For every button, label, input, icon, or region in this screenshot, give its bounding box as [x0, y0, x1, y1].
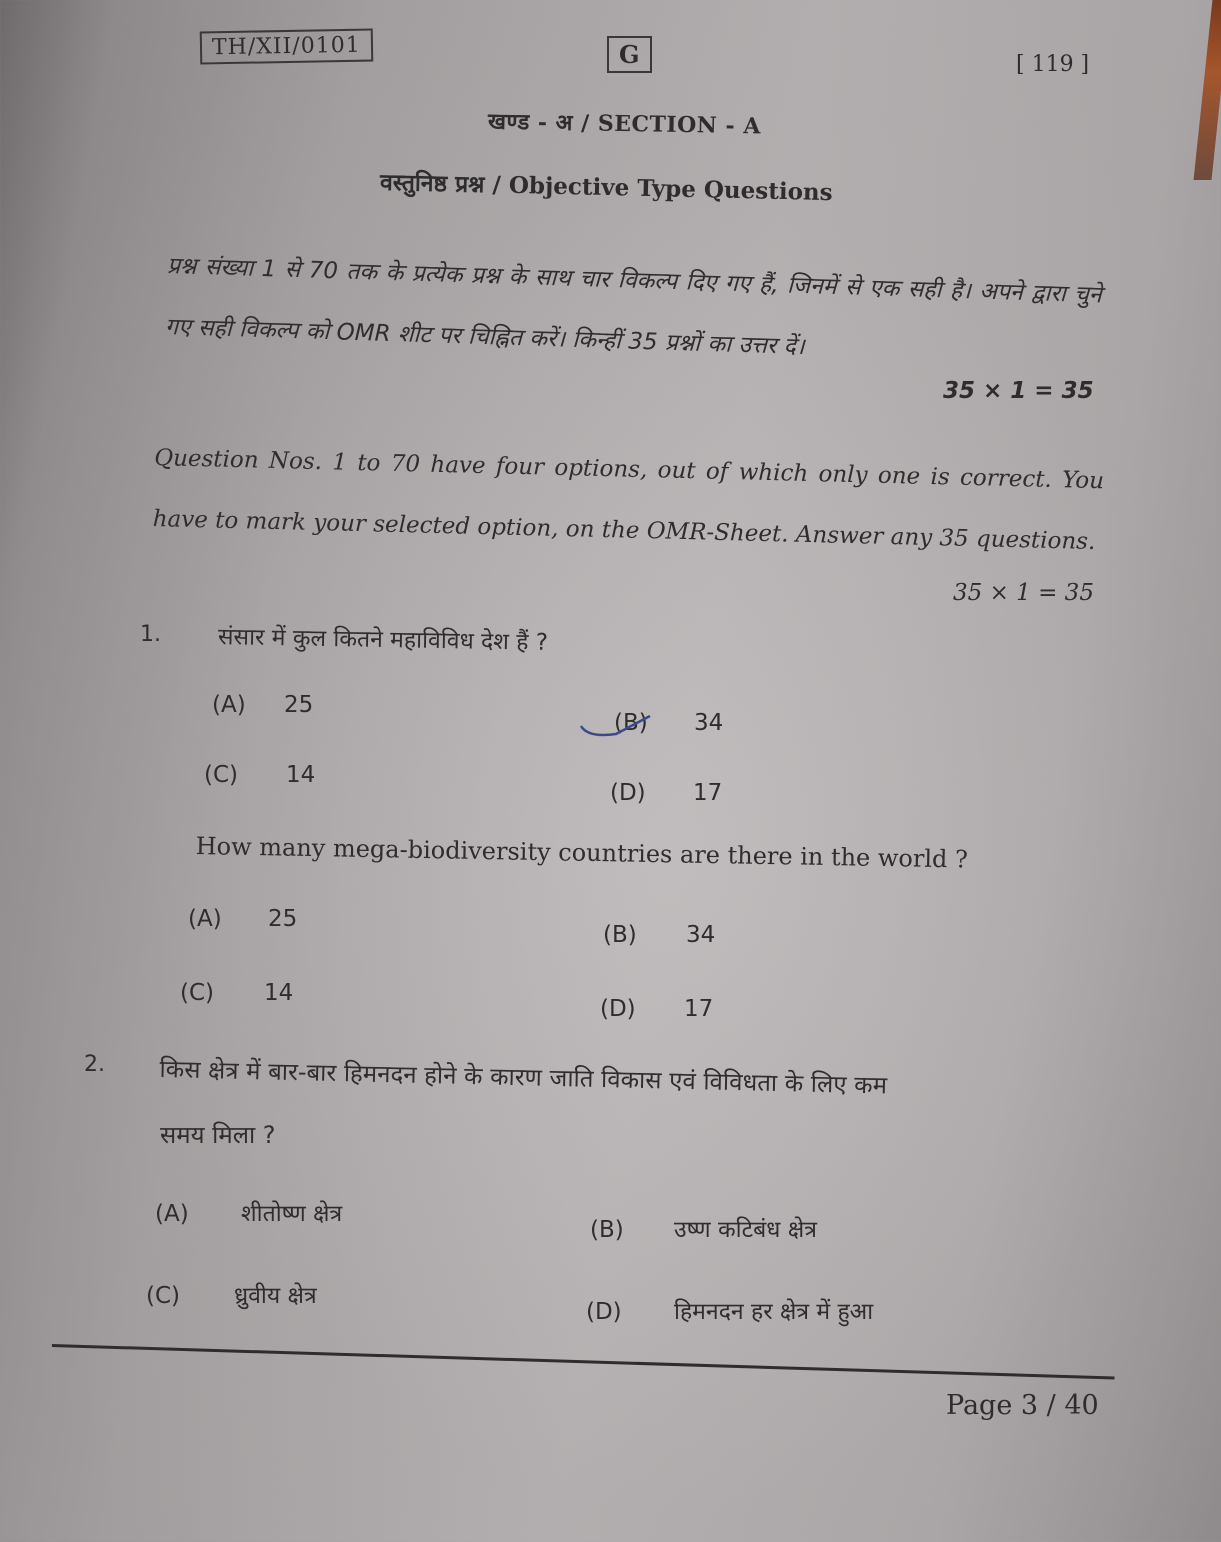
- option-label: (D): [600, 996, 636, 1022]
- option-d[interactable]: [586, 1294, 873, 1326]
- option-label: (A): [212, 692, 246, 718]
- question-text-english: How many mega-biodiversity countries are there in the world ?: [195, 832, 969, 874]
- option-value: उष्ण कटिबंध क्षेत्र: [674, 1217, 817, 1243]
- instructions-english: Question Nos. 1 to 70 have four options, out of which only one is correct. You have to mark your selected option, on the OMR-Sheet. Answer any 35 questions.: [152, 444, 1105, 556]
- option-c[interactable]: [204, 762, 315, 788]
- set-code-box: G: [607, 36, 652, 73]
- instructions-hindi: प्रश्न संख्या 1 से 70 तक के प्रत्येक प्रश्न के साथ चार विकल्प दिए गए हैं, जिनमें से एक सही है। अपने द्वारा चुने गए सही विकल्प को OMR शीट पर चिह्नित करें। किन्हीं 35 प्रश्नों का उत्तर दें।: [164, 252, 1103, 361]
- page-reference: [ 119 ]: [1016, 52, 1090, 77]
- section-subtitle: वस्तुनिष्ठ प्रश्न / Objective Type Questions: [379, 168, 833, 207]
- marks-hindi: 35 × 1 = 35: [943, 378, 1094, 404]
- option-value: 14: [286, 762, 316, 788]
- option-value: 17: [693, 780, 723, 806]
- option-label: (A): [155, 1201, 189, 1227]
- option-label: (C): [146, 1283, 181, 1309]
- question-text-hindi-line1: किस क्षेत्र में बार-बार हिमनदन होने के कारण जाति विकास एवं विविधता के लिए कम: [159, 1054, 888, 1100]
- option-value: 34: [686, 922, 716, 948]
- footer-divider: [52, 1344, 1115, 1379]
- question-number: 2.: [84, 1052, 105, 1077]
- paper-code-box: TH/XII/0101: [200, 28, 373, 64]
- option-c[interactable]: [146, 1278, 317, 1310]
- option-label: (B): [603, 922, 637, 948]
- table-edge: [1194, 0, 1221, 180]
- option-label: (C): [180, 980, 215, 1006]
- option-label: (B): [614, 710, 648, 736]
- page-footer: Page 3 / 40: [946, 1390, 1099, 1421]
- option-value: 34: [694, 710, 724, 736]
- marks-english: 35 × 1 = 35: [953, 580, 1094, 606]
- question-text-hindi: संसार में कुल कितने महाविविध देश हैं ?: [217, 624, 549, 656]
- option-a[interactable]: [155, 1196, 342, 1228]
- option-label: (B): [590, 1217, 624, 1243]
- option-a-english[interactable]: [188, 906, 297, 932]
- option-value: शीतोष्ण क्षेत्र: [241, 1201, 343, 1227]
- option-label: (D): [586, 1299, 622, 1325]
- section-title: खण्ड - अ / SECTION - A: [487, 108, 762, 140]
- option-label: (D): [610, 780, 646, 806]
- option-d[interactable]: [610, 780, 722, 806]
- option-value: ध्रुवीय क्षेत्र: [234, 1283, 317, 1309]
- option-value: 14: [264, 980, 294, 1006]
- option-b-english[interactable]: [603, 922, 715, 948]
- question-text-hindi-line2: समय मिला ?: [160, 1121, 276, 1149]
- option-d-english[interactable]: [600, 996, 713, 1022]
- option-b[interactable]: [590, 1212, 817, 1244]
- option-value: हिमनदन हर क्षेत्र में हुआ: [674, 1299, 874, 1325]
- option-c-english[interactable]: [180, 980, 293, 1006]
- option-value: 17: [684, 996, 714, 1022]
- option-label: (C): [204, 762, 239, 788]
- option-a[interactable]: [212, 692, 313, 718]
- option-value: 25: [268, 906, 298, 932]
- option-value: 25: [284, 692, 314, 718]
- option-label: (A): [188, 906, 222, 932]
- question-number: 1.: [140, 622, 161, 647]
- handwritten-tick-icon: [578, 712, 653, 742]
